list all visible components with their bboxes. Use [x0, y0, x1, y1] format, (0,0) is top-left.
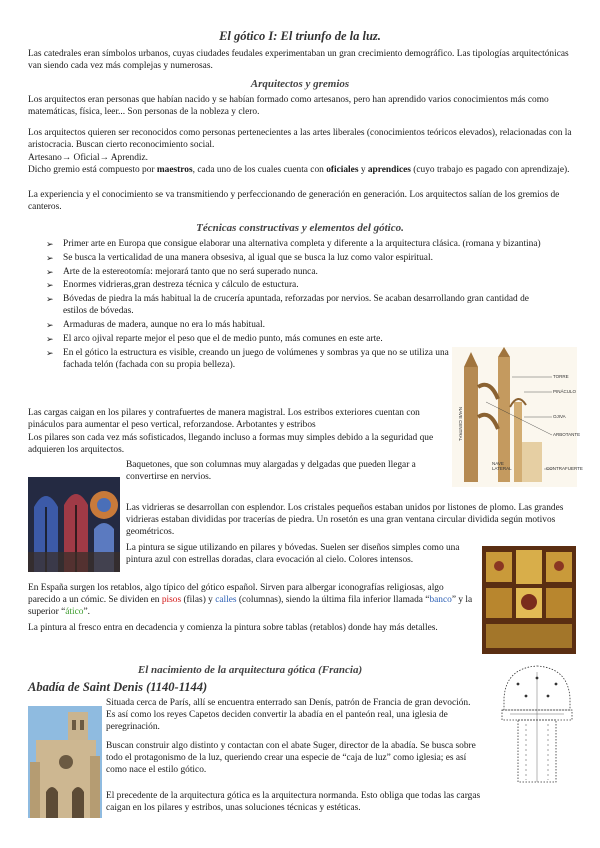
heading-tecnicas: Técnicas constructivas y elementos del gótico.: [196, 222, 404, 234]
list-item: ➢ Armaduras de madera, aunque no era lo más habitual.: [46, 320, 266, 331]
guild-chain: Artesano→ Oficial→ Aprendiz.: [28, 153, 149, 163]
saint-denis-photo: [28, 706, 102, 818]
list-item: ➢ Arte de la estereotomía: mejorará tanto que no será superado nunca.: [46, 266, 318, 277]
saint-denis-paragraph-3: El precedente de la arquitectura gótica es la arquitectura normanda. Esto obliga que todas las cargas caigan en los pilares y estribos, unas soluciones técnicas y estéticas.: [106, 791, 481, 814]
stained-glass-window-icon: [28, 477, 120, 572]
diagram-label: ARBOTANTE: [553, 432, 581, 437]
diagram-label: NAVE LATERAL: [492, 461, 512, 471]
heading-arquitectos: Arquitectos y gremios: [250, 78, 350, 90]
list-item: ➢ En el gótico la estructura es visible, creando un juego de volúmenes y sombras ya que no se utiliza una fachada telón (fachada con su propia belleza).: [46, 347, 449, 370]
diagram-label: TORRE: [553, 374, 569, 379]
stained-glass-photo: [28, 477, 120, 572]
diagram-label: OJIVA: [553, 414, 566, 419]
arrow-bullet-icon: ➢: [46, 239, 54, 249]
fresco-paragraph: La pintura al fresco entra en decadencia y comienza la pintura sobre tablas (retablos) donde hay más detalles.: [28, 623, 438, 633]
retablos-paragraph: En España surgen los retablos, algo típico del gótico español. Sirven para albergar iconografías religiosas, algo parecido a un cómic. Se dividen en pisos (filas) y calles (columnas), siendo la última fila inferior llamada “banco” y la superior “ático”.: [28, 583, 473, 618]
arrow-bullet-icon: ➢: [46, 333, 54, 344]
abbey-facade-icon: [28, 706, 102, 818]
diagram-label: NAVE CENTRAL: [458, 407, 463, 442]
gothic-structure-diagram: [452, 347, 583, 487]
arrow-bullet-icon: ➢: [46, 320, 54, 331]
heading-saint-denis: Abadía de Saint Denis (1140-1144): [28, 680, 208, 694]
saint-denis-paragraph-1: Situada cerca de París, allí se encuentra enterrado san Denís, patrón de Francia de gran devoción. Es así como los reyes Capetos deciden convertir la abadía en el panteón real, una iglesia de peregrinación.: [106, 698, 471, 733]
page-title: El gótico I: El triunfo de la luz.: [219, 29, 381, 43]
arrow-bullet-icon: ➢: [46, 252, 54, 263]
pillars-paragraph: Los pilares son cada vez más sofisticados, llegando incluso a formas muy simples debido a la seguridad que adquieren los arquitectos.: [28, 433, 434, 456]
intro-paragraph: Las catedrales eran símbolos urbanos, cuyas ciudades feudales experimentaban un gran crecimiento demográfico. Las tipologías arquitectónicas van siendo cada vez más complejas y numerosas.: [28, 49, 569, 72]
altarpiece-icon: [482, 546, 576, 654]
heading-nacimiento: El nacimiento de la arquitectura gótica (Francia): [137, 664, 363, 676]
architects-paragraph-1: Los arquitectos eran personas que habían nacido y se habían formado como artesanos, pero han aprendido varios conocimientos más como matemáticas, física, leer... Son personas de la nobleza y clero.: [28, 95, 549, 118]
list-item: ➢ Bóvedas de piedra la más habitual la de crucería apuntada, reforzadas por nervios. Se acaban desarrollando gran cantidad de estilos de bóvedas.: [46, 294, 529, 317]
loads-paragraph: Las cargas caigan en los pilares y contrafuertes de manera magistral. Los estribos exteriores cuentan con pináculos para aumentar el peso vertical, reforzandose. Arbotantes y estribos: [28, 408, 420, 431]
diagram-label: CONTRAFUERTE: [546, 466, 583, 471]
diagram-label: PINÁCULO: [553, 389, 577, 394]
list-item: ➢ El arco ojival reparte mejor el peso que el de medio punto, más comunes en este arte.: [46, 333, 383, 344]
list-item: ➢ Primer arte en Europa que consigue elaborar una alternativa completa y diferente a la arquitectura clásica. (romana y bizantina): [46, 239, 541, 249]
list-item: ➢ Enormes vidrieras,gran destreza técnica y cálculo de estuctura.: [46, 280, 299, 291]
floor-plan-icon: [498, 662, 576, 788]
stained-glass-paragraph: Las vidrieras se desarrollan con esplendor. Los cristales pequeños estaban unidos por listones de plomo. Las grandes vidrieras estaban divididas por tracerías de piedra. Un rosetón es una gran ventana circular dividida según motivos geométricos.: [126, 503, 564, 538]
architects-paragraph-2: Los arquitectos quieren ser reconocidos como personas pertenecientes a las artes liberales (conocimientos teóricos elevados), relacionadas con la aristocracia. Buscan cierto reconocimiento social.: [28, 128, 572, 151]
guild-paragraph: Dicho gremio está compuesto por maestros, cada uno de los cuales cuenta con oficiales y aprendices (cuyo trabajo es pagado con aprendizaje).: [28, 165, 570, 175]
saint-denis-paragraph-2: Buscan construir algo distinto y contactan con el abate Suger, director de la abadía. Se busca sobre todo el protagonismo de la luz, queriendo crear una especie de “caja de luz” como iglesia; es así como nace el estilo gótico.: [106, 741, 476, 776]
arrow-bullet-icon: ➢: [46, 294, 54, 305]
architects-paragraph-4: La experiencia y el conocimiento se va transmitiendo y perfeccionando de generación en generación. Los arquitectos salían de los gremios de canteros.: [28, 190, 560, 213]
baquetones-paragraph: Baquetones, que son columnas muy alargadas y delgadas que pueden llegar a convertirse en nervios.: [126, 460, 416, 483]
arrow-bullet-icon: ➢: [46, 266, 54, 277]
list-item: ➢ Se busca la verticalidad de una manera obsesiva, al igual que se busca la luz como valor espiritual.: [46, 252, 433, 263]
painting-paragraph: La pintura se sigue utilizando en pilares y bóvedas. Suelen ser diseños simples como una pintura azul con estrellas doradas, clara evocación al cielo. Colores intensos.: [126, 543, 460, 566]
arrow-bullet-icon: ➢: [46, 347, 54, 358]
altarpiece-photo: [482, 546, 576, 654]
floor-plan-diagram: [498, 662, 576, 788]
arrow-bullet-icon: ➢: [46, 280, 54, 291]
